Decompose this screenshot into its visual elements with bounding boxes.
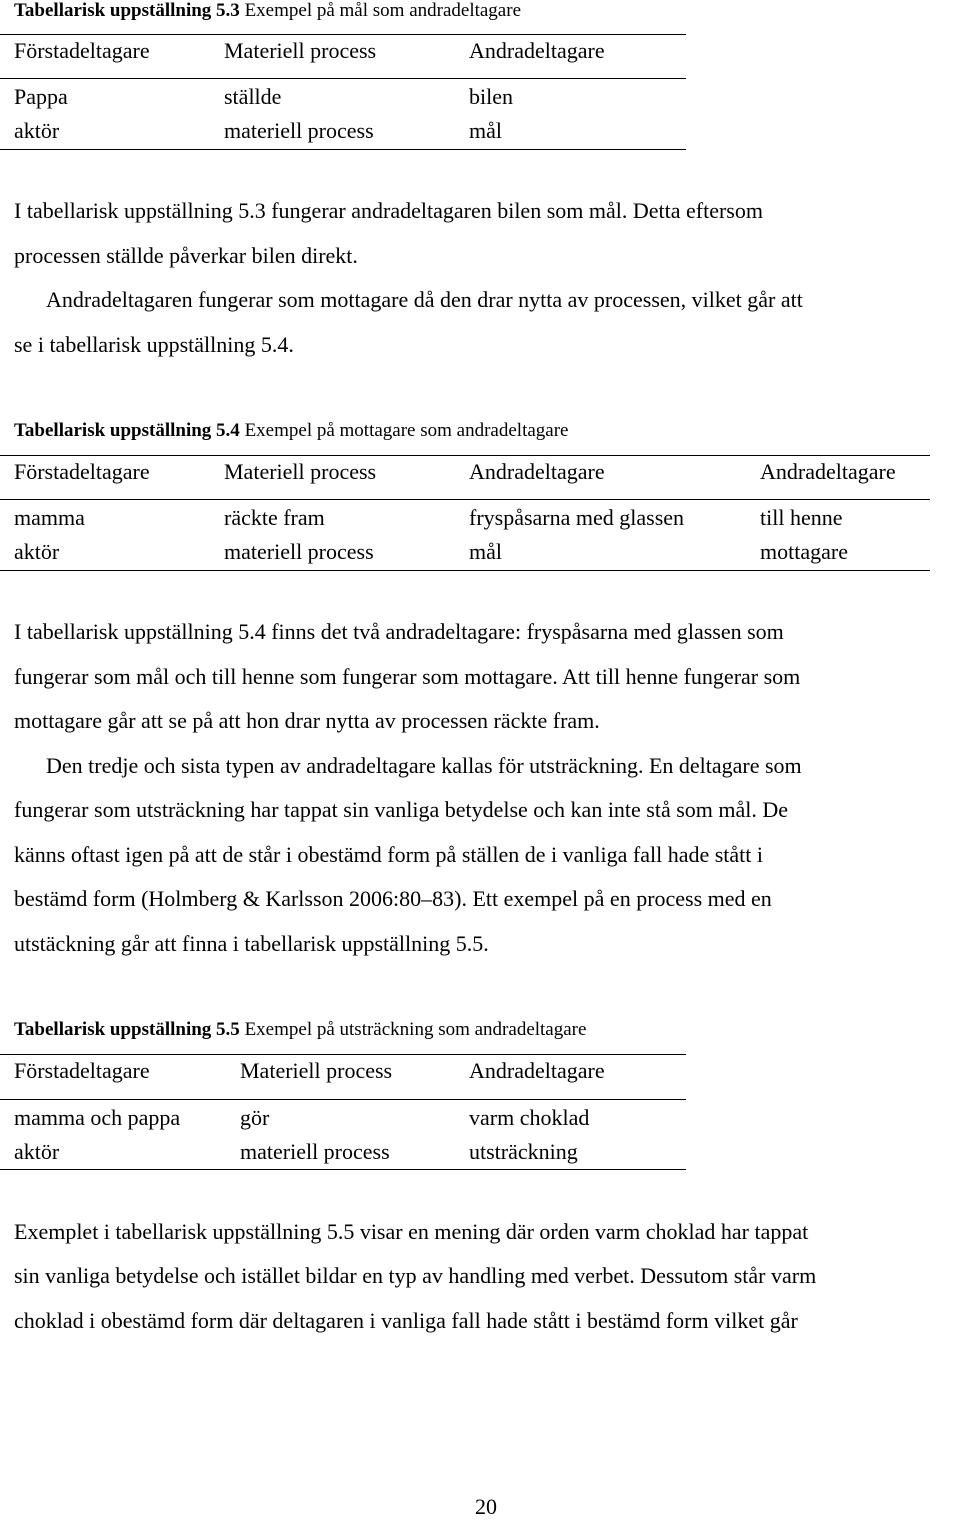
paragraph-line: Exemplet i tabellarisk uppställning 5.5 visar en mening där orden varm choklad har tappat xyxy=(14,1219,809,1244)
table-header-cell: Andradeltagare xyxy=(760,459,896,484)
table-cell: mamma xyxy=(14,505,85,530)
table-caption-5-3 xyxy=(14,0,521,22)
table-header-cell: Förstadeltagare xyxy=(14,38,150,63)
table-cell: aktör xyxy=(14,539,60,564)
table-header-cell: Andradeltagare xyxy=(469,38,605,63)
table-cell: materiell process xyxy=(224,539,374,564)
paragraph-line: utstäckning går att finna i tabellarisk uppställning 5.5. xyxy=(14,931,489,956)
table-cell: utsträckning xyxy=(469,1139,578,1164)
paragraph-line: känns oftast igen på att de står i obestämd form på ställen de i vanliga fall hade stått i xyxy=(14,842,763,867)
paragraph-line: sin vanliga betydelse och istället bildar en typ av handling med verbet. Dessutom står varm xyxy=(14,1263,817,1288)
table-caption-5-5 xyxy=(14,1019,586,1041)
caption-label: Tabellarisk uppställning 5.5 xyxy=(14,1019,240,1040)
caption-text: Exempel på mottagare som andradeltagare xyxy=(239,420,569,441)
table-header-rule xyxy=(0,78,686,79)
table-bottom-rule xyxy=(0,1169,686,1170)
caption-label: Tabellarisk uppställning 5.3 xyxy=(14,0,240,21)
table-header-rule xyxy=(0,499,930,500)
table-bottom-rule xyxy=(0,149,686,150)
table-cell: Pappa xyxy=(14,84,68,109)
paragraph-line: processen ställde påverkar bilen direkt. xyxy=(14,243,358,268)
table-cell: mamma och pappa xyxy=(14,1105,181,1130)
table-header-cell: Materiell process xyxy=(240,1058,393,1083)
table-cell: gör xyxy=(240,1105,270,1130)
table-header-cell: Materiell process xyxy=(224,38,377,63)
paragraph-line: I tabellarisk uppställning 5.3 fungerar andradeltagaren bilen som mål. Detta eftersom xyxy=(14,198,763,223)
table-cell: bilen xyxy=(469,84,513,109)
table-bottom-rule xyxy=(0,570,930,571)
page-number: 20 xyxy=(475,1494,497,1519)
paragraph-line: bestämd form (Holmberg & Karlsson 2006:80–83). Ett exempel på en process med en xyxy=(14,886,772,911)
table-cell: ställde xyxy=(224,84,282,109)
paragraph-line: Andradeltagaren fungerar som mottagare då den drar nytta av processen, vilket går att xyxy=(46,287,803,312)
table-cell: mål xyxy=(469,118,502,143)
table-cell: aktör xyxy=(14,1139,60,1164)
caption-label: Tabellarisk uppställning 5.4 xyxy=(14,420,240,441)
paragraph-line: se i tabellarisk uppställning 5.4. xyxy=(14,332,294,357)
paragraph-line: Den tredje och sista typen av andradeltagare kallas för utsträckning. En deltagare som xyxy=(46,753,802,778)
table-cell: aktör xyxy=(14,118,60,143)
paragraph-line: mottagare går att se på att hon drar nytta av processen räckte fram. xyxy=(14,708,600,733)
table-cell: mottagare xyxy=(760,539,848,564)
caption-text: Exempel på mål som andradeltagare xyxy=(239,0,521,21)
table-header-cell: Materiell process xyxy=(224,459,377,484)
table-cell: fryspåsarna med glassen xyxy=(469,505,685,530)
table-cell: räckte fram xyxy=(224,505,325,530)
caption-text: Exempel på utsträckning som andradeltagare xyxy=(239,1019,587,1040)
table-cell: mål xyxy=(469,539,502,564)
table-caption-5-4 xyxy=(14,420,568,442)
table-top-rule xyxy=(0,455,930,456)
table-header-rule xyxy=(0,1099,686,1100)
table-cell: varm choklad xyxy=(469,1105,590,1130)
table-header-cell: Förstadeltagare xyxy=(14,459,150,484)
table-header-cell: Andradeltagare xyxy=(469,1058,605,1083)
table-cell: materiell process xyxy=(240,1139,390,1164)
table-cell: materiell process xyxy=(224,118,374,143)
paragraph-line: I tabellarisk uppställning 5.4 finns det två andradeltagare: fryspåsarna med glassen som xyxy=(14,619,784,644)
table-top-rule xyxy=(0,34,686,35)
table-top-rule xyxy=(0,1054,686,1055)
table-header-cell: Andradeltagare xyxy=(469,459,605,484)
paragraph-line: fungerar som mål och till henne som fungerar som mottagare. Att till henne fungerar som xyxy=(14,664,801,689)
table-header-cell: Förstadeltagare xyxy=(14,1058,150,1083)
paragraph-line: fungerar som utsträckning har tappat sin vanliga betydelse och kan inte stå som mål. De xyxy=(14,797,789,822)
table-cell: till henne xyxy=(760,505,843,530)
paragraph-line: choklad i obestämd form där deltagaren i vanliga fall hade stått i bestämd form vilket går xyxy=(14,1308,798,1333)
